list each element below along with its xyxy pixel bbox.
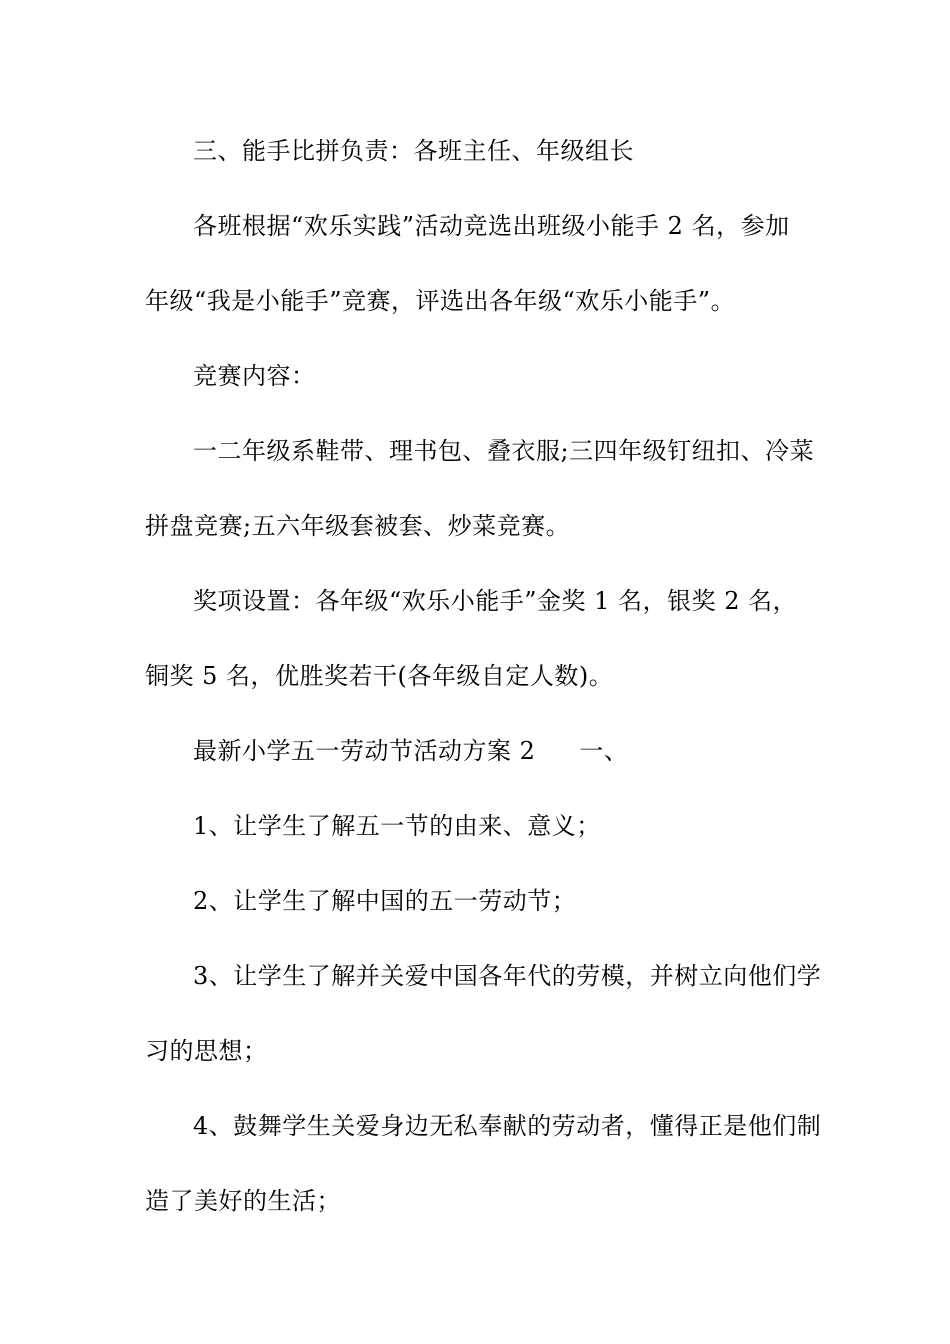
paragraph-line: 铜奖 5 名，优胜奖若干(各年级自定人数)。 (145, 662, 614, 690)
paragraph-line: 年级“我是小能手”竞赛，评选出各年级“欢乐小能手”。 (145, 287, 736, 315)
paragraph-line: 奖项设置：各年级“欢乐小能手”金奖 1 名，银奖 2 名， (193, 587, 798, 615)
list-item: 3、让学生了解并关爱中国各年代的劳模，并树立向他们学 (193, 962, 822, 990)
paragraph-line: 各班根据“欢乐实践”活动竞选出班级小能手 2 名，参加 (193, 212, 790, 240)
list-item-continuation: 造了美好的生活； (145, 1187, 341, 1215)
section-heading-3: 三、能手比拼负责：各班主任、年级组长 (193, 137, 634, 165)
list-item: 1、让学生了解五一节的由来、意义； (193, 812, 601, 840)
paragraph-line: 竞赛内容： (193, 362, 316, 390)
list-item: 4、鼓舞学生关爱身边无私奉献的劳动者，懂得正是他们制 (193, 1112, 822, 1140)
list-item-continuation: 习的思想； (145, 1037, 268, 1065)
paragraph-line: 一二年级系鞋带、理书包、叠衣服;三四年级钉纽扣、冷菜 (193, 437, 815, 465)
plan-title-line (193, 736, 825, 766)
plan-title: 最新小学五一劳动节活动方案 2 (193, 737, 536, 765)
section-number: 一、 (579, 737, 629, 765)
list-item: 2、让学生了解中国的五一劳动节； (193, 887, 577, 915)
paragraph-line: 拼盘竞赛;五六年级套被套、炒菜竞赛。 (145, 512, 571, 540)
